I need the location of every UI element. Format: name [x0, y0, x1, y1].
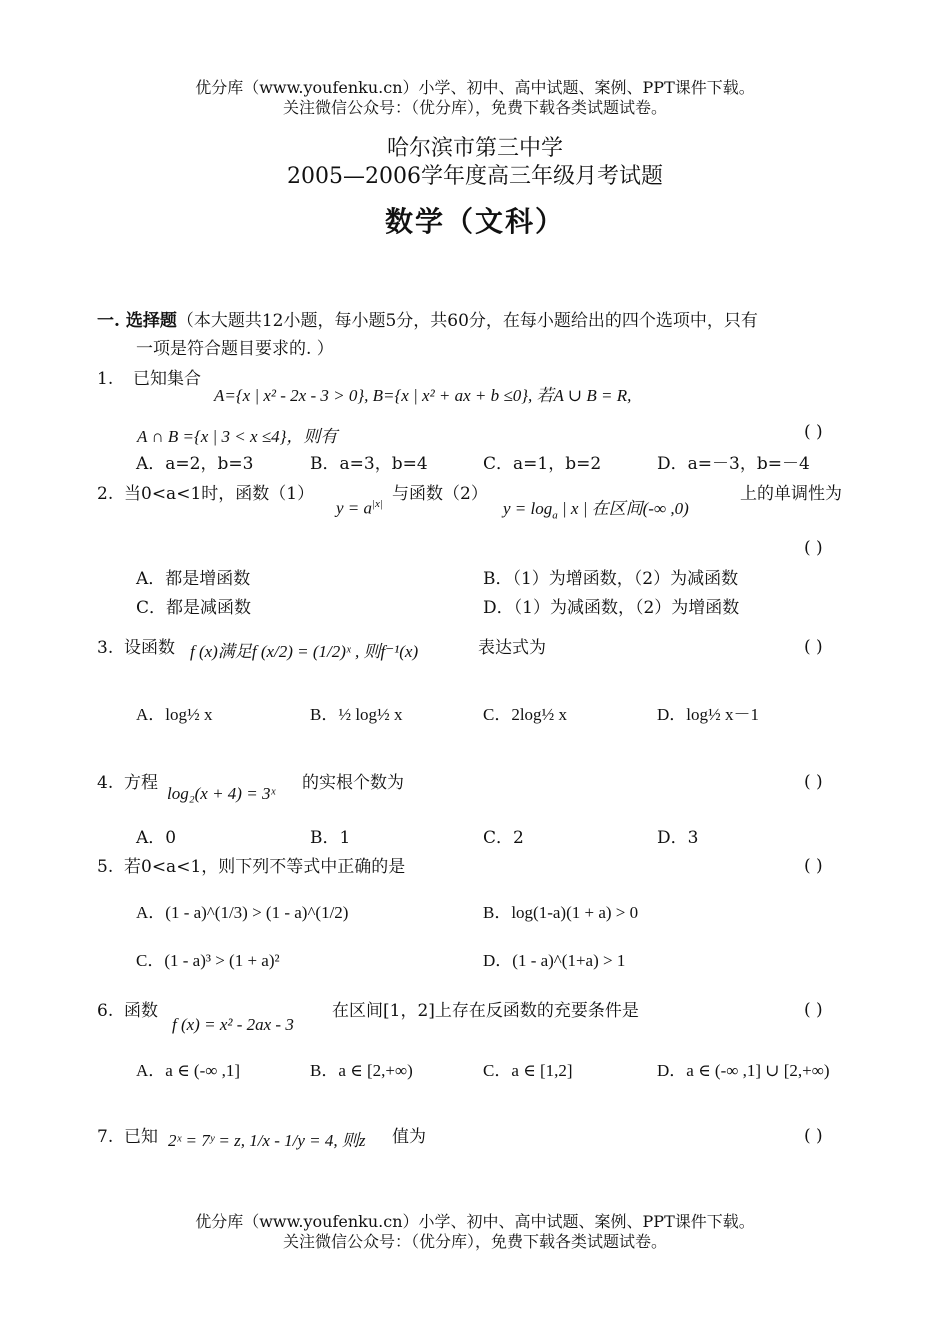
q5-number: 5.: [97, 857, 114, 877]
q5-option-a: A．(1 - a)^(1/3) > (1 - a)^(1/2): [136, 903, 349, 922]
q6-tail: 在区间[1，2]上存在反函数的充要条件是: [332, 1001, 639, 1021]
header-line-2: 关注微信公众号：（优分库），免费下载各类试题试卷。: [282, 98, 667, 117]
q7-formula: 2ˣ = 7ʸ = z, 1/x - 1/y = 4, 则z: [168, 1131, 366, 1150]
q2-option-b: B．（1）为增函数，（2）为减函数: [483, 569, 739, 589]
q1-option-a: A．a=2，b=3: [136, 454, 254, 474]
exam-title: 2005—2006学年度高三年级月考试题: [287, 164, 663, 189]
q2-option-a: A．都是增函数: [136, 569, 251, 589]
section-desc-1: （本大题共12小题，每小题5分，共60分，在每小题给出的四个选项中，只有: [176, 311, 758, 331]
q6-formula: f (x) = x² - 2ax - 3: [172, 1015, 294, 1034]
q5-answer-paren: ( ): [804, 856, 823, 876]
q4-option-b: B．1: [310, 828, 351, 848]
q7-stem: 已知: [124, 1127, 158, 1147]
q3-option-a: A．log½ x: [136, 705, 213, 724]
q1-line-2: A ∩ B ={x | 3 < x ≤4}，则有: [137, 427, 338, 446]
q1-option-d: D．a=－3，b=－4: [657, 454, 810, 474]
q2-f2-base: y = log: [503, 499, 553, 518]
q4-tail: 的实根个数为: [302, 773, 404, 793]
q4-formula: log₂(x + 4) = 3ˣ: [167, 784, 276, 803]
q1-answer-paren: ( ): [804, 422, 823, 442]
q2-function-2: [503, 494, 689, 521]
footer-line-1: 优分库（www.youfenku.cn）小学、初中、高中试题、案例、PPT课件下载。: [195, 1212, 755, 1231]
q6-answer-paren: ( ): [804, 1000, 823, 1020]
q5-option-d: D．(1 - a)^(1+a) > 1: [483, 951, 626, 970]
q6-option-b: B．a ∈ [2,+∞): [310, 1061, 413, 1080]
q4-number: 4.: [97, 773, 114, 793]
q2-stem-b: 与函数（2）: [392, 484, 488, 504]
q5-option-c: C．(1 - a)³ > (1 + a)²: [136, 951, 280, 970]
q6-option-d: D．a ∈ (-∞ ,1] ∪ [2,+∞): [657, 1061, 830, 1080]
q3-option-b: B．½ log½ x: [310, 705, 403, 724]
q2-stem-a: 当0<a<1时，函数（1）: [124, 484, 315, 504]
q3-option-c: C．2log½ x: [483, 705, 568, 724]
q3-answer-paren: ( ): [804, 637, 823, 657]
q2-stem-c: 上的单调性为: [740, 484, 842, 504]
q3-option-d: D．log½ x－1: [657, 705, 759, 724]
q3-tail: 表达式为: [478, 638, 546, 658]
q6-number: 6.: [97, 1001, 114, 1021]
q4-stem: 方程: [124, 773, 158, 793]
q1-formula: A={x | x² - 2x - 3 > 0}, B={x | x² + ax + b ≤0}, 若A ∪ B = R,: [214, 386, 632, 405]
q3-formula: f (x)满足f (x/2) = (1/2)ˣ , 则f⁻¹(x): [190, 642, 419, 661]
q2-f1-exp: |x|: [372, 498, 383, 510]
q5-option-b: B．log(1-a)(1 + a) > 0: [483, 903, 639, 922]
q2-f2-sub: a: [552, 509, 558, 522]
q2-number: 2.: [97, 484, 114, 504]
header-line-1: 优分库（www.youfenku.cn）小学、初中、高中试题、案例、PPT课件下载。: [195, 78, 755, 97]
q1-number: 1.: [97, 369, 114, 389]
school-title: 哈尔滨市第三中学: [386, 136, 563, 161]
q5-stem: 若0<a<1，则下列不等式中正确的是: [124, 857, 406, 877]
section-label: 一. 选择题: [97, 311, 177, 331]
q2-f1-base: y = a: [336, 498, 373, 518]
q1-option-c: C．a=1，b=2: [483, 454, 602, 474]
q6-option-a: A．a ∈ (-∞ ,1]: [136, 1061, 241, 1080]
q4-answer-paren: ( ): [804, 772, 823, 792]
q7-tail: 值为: [392, 1127, 426, 1147]
q6-stem: 函数: [124, 1001, 158, 1021]
q3-stem: 设函数: [124, 638, 175, 658]
section-heading: [97, 310, 758, 332]
q2-option-d: D．（1）为减函数，（2）为增函数: [483, 598, 740, 618]
footer-line-2: 关注微信公众号：（优分库），免费下载各类试题试卷。: [282, 1232, 667, 1251]
q1-option-b: B．a=3，b=4: [310, 454, 428, 474]
q2-function-1: [336, 498, 383, 519]
q2-answer-paren: ( ): [804, 538, 823, 558]
q2-option-c: C．都是减函数: [136, 598, 252, 618]
q6-option-c: C．a ∈ [1,2]: [483, 1061, 573, 1080]
q7-answer-paren: ( ): [804, 1126, 823, 1146]
subject-title: 数学（文科）: [384, 205, 565, 238]
q4-option-d: D．3: [657, 828, 699, 848]
q3-number: 3.: [97, 638, 114, 658]
q4-option-a: A．0: [136, 828, 177, 848]
q2-f2-rest: | x | 在区间(-∞ ,0): [557, 499, 689, 518]
section-desc-2: 一项是符合题目要求的. ）: [136, 339, 334, 359]
q4-option-c: C．2: [483, 828, 524, 848]
q1-stem: 已知集合: [133, 369, 201, 389]
q7-number: 7.: [97, 1127, 114, 1147]
